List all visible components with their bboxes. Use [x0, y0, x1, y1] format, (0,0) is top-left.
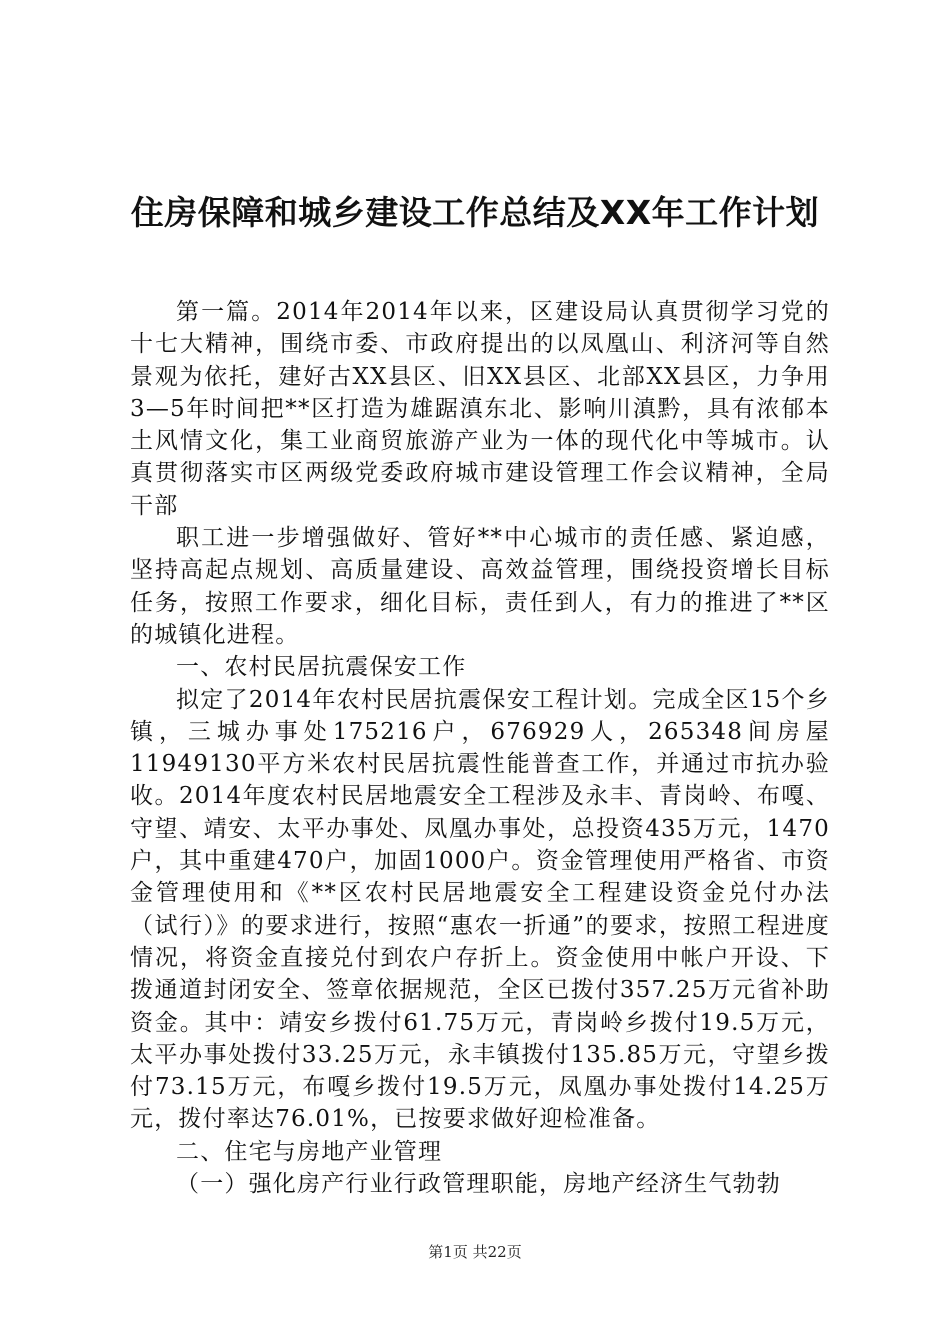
body-paragraph: 职工进一步增强做好、管好**中心城市的责任感、紧迫感，坚持高起点规划、高质量建设、高效益管理，围绕投资增长目标任务，按照工作要求，细化目标，责任到人，有力的推进了**区的城镇化进程。 — [130, 525, 830, 648]
body-paragraph: 第一篇。2014年2014年以来，区建设局认真贯彻学习党的十七大精神，围绕市委、市政府提出的以凤凰山、利济河等自然景观为依托，建好古XX县区、旧XX县区、北部XX县区，力争用3—5年时间把**区打造为雄踞滇东北、影响川滇黔，具有浓郁本土风情文化，集工业商贸旅游产业为一体的现代化中等城市。认真贯彻落实市区两级党委政府城市建设管理工作会议精神，全局干部 — [130, 299, 830, 519]
body-paragraph: 拟定了2014年农村民居抗震保安工程计划。完成全区15个乡镇，三城办事处175216户，676929人，265348间房屋11949130平方米农村民居抗震性能普查工作，并通过市抗办验收。2014年度农村民居地震安全工程涉及永丰、青岗岭、布嘎、守望、靖安、太平办事处、凤凰办事处，总投资435万元，1470户，其中重建470户，加固1000户。资金管理使用严格省、市资金管理使用和《**区农村民居地震安全工程建设资金兑付办法（试行）》的要求进行，按照“惠农一折通”的要求，按照工程进度情况，将资金直接兑付到农户存折上。资金使用中帐户开设、下拨通道封闭安全、签章依据规范，全区已拨付357.25万元省补助资金。其中：靖安乡拨付61.75万元，青岗岭乡拨付19.5万元，太平办事处拨付33.25万元，永丰镇拨付135.85万元，守望乡拨付73.15万元，布嘎乡拨付19.5万元，凤凰办事处拨付14.25万元，拨付率达76.01%，已按要求做好迎检准备。 — [130, 686, 830, 1133]
section-heading: 二、住宅与房地产业管理 — [176, 1138, 443, 1165]
subsection-heading: （一）强化房产行业行政管理职能，房地产经济生气勃勃 — [176, 1171, 781, 1198]
document-title: 住房保障和城乡建设工作总结及XX年工作计划 — [130, 193, 820, 232]
section-heading: 一、农村民居抗震保安工作 — [176, 654, 467, 681]
document-body — [130, 296, 830, 1200]
page-footer: 第1页 共22页 — [428, 1243, 522, 1261]
